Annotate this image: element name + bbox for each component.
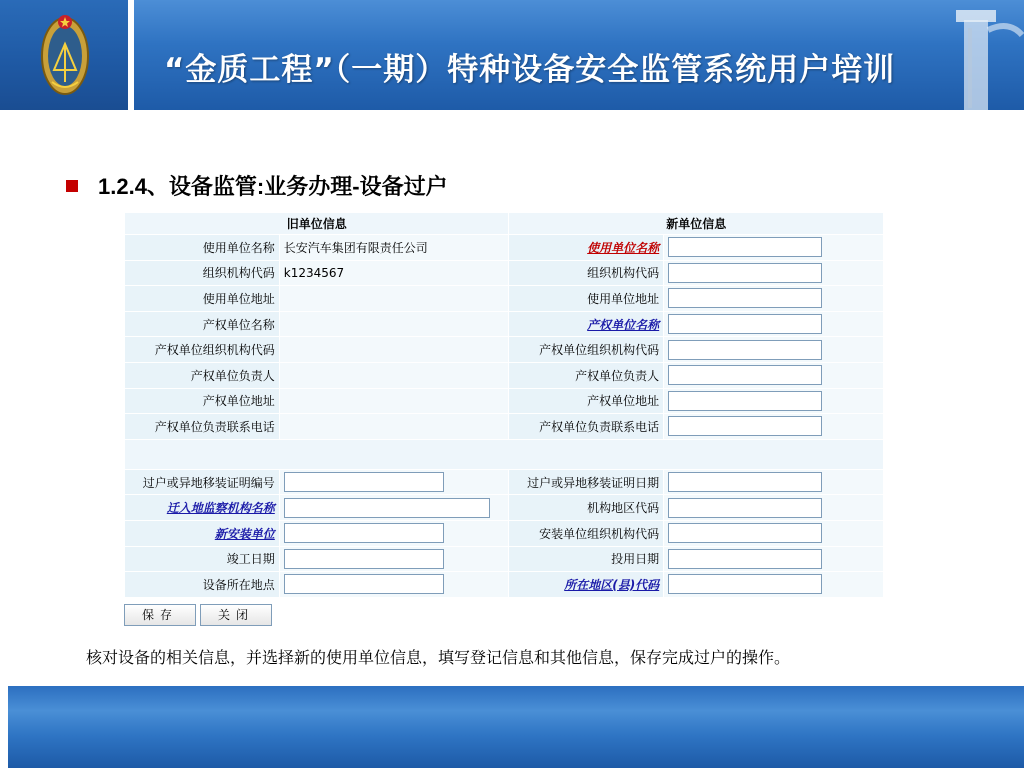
close-button[interactable]: 关闭: [200, 604, 272, 626]
old-unit-header: 旧单位信息: [125, 213, 509, 235]
new-unit-header: 新单位信息: [509, 213, 884, 235]
agency-region-code-input[interactable]: [668, 498, 822, 518]
emblem-panel: [0, 0, 128, 110]
new-owner-manager-input[interactable]: [668, 365, 822, 385]
heading-text: 1.2.4、设备监管:业务办理-设备过户: [98, 174, 448, 199]
new-user-unit-name-input[interactable]: [668, 237, 822, 257]
new-owner-org-code-input[interactable]: [668, 340, 822, 360]
table-row: [125, 362, 884, 388]
table-row: [125, 388, 884, 414]
old-label: 产权单位负责联系电话: [125, 414, 280, 440]
extra-label: 投用日期: [509, 546, 664, 572]
new-label: 产权单位地址: [509, 388, 664, 414]
old-label: 使用单位名称: [125, 235, 280, 261]
install-unit-org-code-input[interactable]: [668, 523, 822, 543]
new-user-address-input[interactable]: [668, 288, 822, 308]
button-bar: [124, 604, 272, 626]
table-row: [125, 414, 884, 440]
new-label: 组织机构代码: [509, 260, 664, 286]
new-label-required: 产权单位名称: [509, 311, 664, 337]
save-button[interactable]: 保存: [124, 604, 196, 626]
extra-label-required: 所在地区(县)代码: [509, 572, 664, 598]
old-label: 产权单位地址: [125, 388, 280, 414]
commission-date-input[interactable]: [668, 549, 822, 569]
new-install-unit-input[interactable]: [284, 523, 444, 543]
table-row: [125, 260, 884, 286]
new-label: 使用单位地址: [509, 286, 664, 312]
table-row: [125, 337, 884, 363]
table-row: [125, 235, 884, 261]
new-label: 产权单位组织机构代码: [509, 337, 664, 363]
old-value: [279, 311, 509, 337]
equipment-location-input[interactable]: [284, 574, 444, 594]
extra-label-required: 迁入地监察机构名称: [125, 495, 280, 521]
huabiao-pillar-icon: [934, 0, 1024, 110]
table-row: [125, 546, 884, 572]
table-row: [125, 495, 884, 521]
old-label: 产权单位名称: [125, 311, 280, 337]
table-row: [125, 520, 884, 546]
transfer-form-table: [124, 212, 884, 598]
new-label-required: 使用单位名称: [509, 235, 664, 261]
old-label: 产权单位组织机构代码: [125, 337, 280, 363]
extra-label: 过户或异地移装证明编号: [125, 469, 280, 495]
extra-label: 设备所在地点: [125, 572, 280, 598]
title-band: [134, 0, 1024, 110]
header-banner: [0, 0, 1024, 110]
new-owner-name-input[interactable]: [668, 314, 822, 334]
slide-title: “金质工程”（一期）特种设备安全监管系统用户培训: [164, 52, 896, 88]
table-row: [125, 311, 884, 337]
old-value: [279, 337, 509, 363]
new-owner-address-input[interactable]: [668, 391, 822, 411]
transfer-cert-date-input[interactable]: [668, 472, 822, 492]
old-label: 组织机构代码: [125, 260, 280, 286]
completion-date-input[interactable]: [284, 549, 444, 569]
table-header-row: [125, 213, 884, 235]
old-value: [279, 414, 509, 440]
extra-label: 竣工日期: [125, 546, 280, 572]
spacer-row: [125, 439, 884, 469]
national-emblem-icon: [40, 8, 90, 100]
table-row: [125, 469, 884, 495]
old-label: 产权单位负责人: [125, 362, 280, 388]
extra-label-required: 新安装单位: [125, 520, 280, 546]
old-value: [279, 388, 509, 414]
new-label: 产权单位负责联系电话: [509, 414, 664, 440]
extra-label: 机构地区代码: [509, 495, 664, 521]
table-row: [125, 572, 884, 598]
inspection-agency-input[interactable]: [284, 498, 490, 518]
old-value: [279, 286, 509, 312]
extra-label: 安装单位组织机构代码: [509, 520, 664, 546]
description-text: 核对设备的相关信息，并选择新的使用单位信息，填写登记信息和其他信息，保存完成过户的操作。: [86, 648, 791, 667]
old-label: 使用单位地址: [125, 286, 280, 312]
new-org-code-input[interactable]: [668, 263, 822, 283]
section-heading: [66, 170, 448, 201]
footer-band: [8, 686, 1024, 768]
old-value: 长安汽车集团有限责任公司: [279, 235, 509, 261]
table-row: [125, 286, 884, 312]
old-value: [279, 362, 509, 388]
county-code-input[interactable]: [668, 574, 822, 594]
new-owner-phone-input[interactable]: [668, 416, 822, 436]
transfer-cert-no-input[interactable]: [284, 472, 444, 492]
new-label: 产权单位负责人: [509, 362, 664, 388]
extra-label: 过户或异地移装证明日期: [509, 469, 664, 495]
old-value: k1234567: [279, 260, 509, 286]
square-bullet-icon: [66, 180, 78, 192]
